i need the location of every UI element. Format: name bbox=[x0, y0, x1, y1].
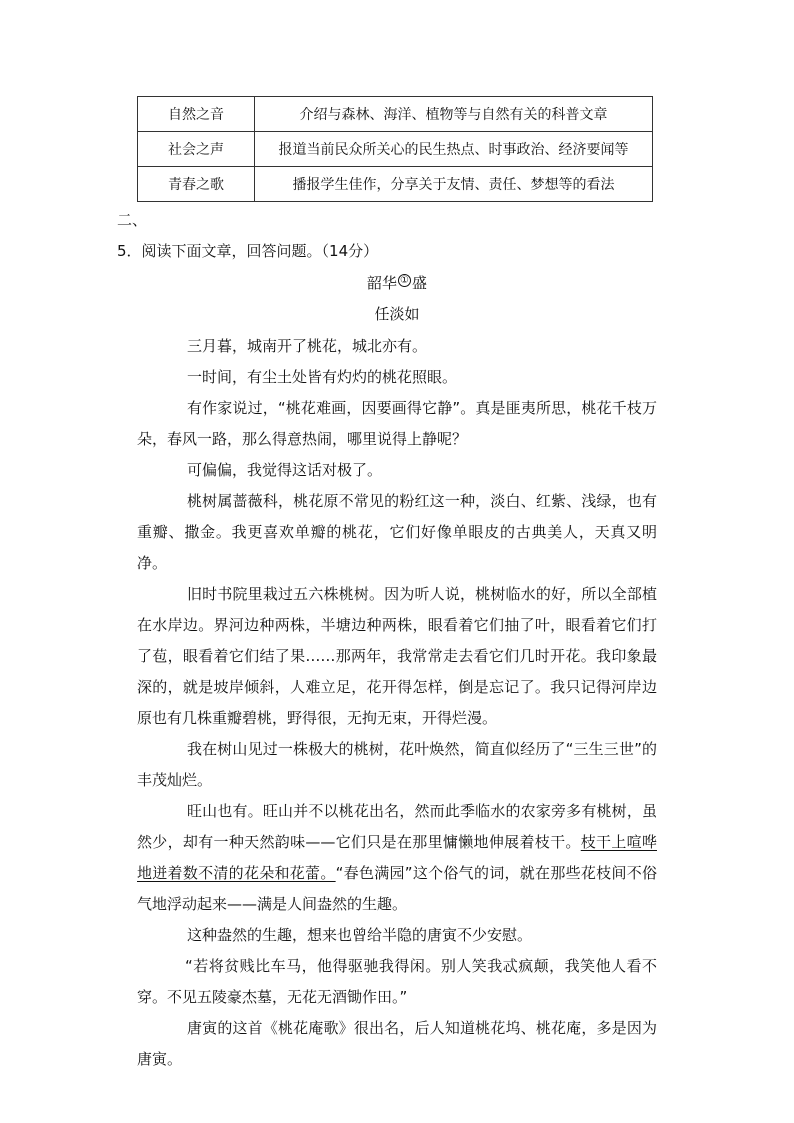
underlined-sentence: 枝干上喧哗地迸着数不清的花朵和花蕾。 bbox=[137, 833, 657, 882]
table-cell-desc: 报道当前民众所关心的民生热点、时事政治、经济要闻等 bbox=[255, 132, 653, 167]
paragraph-text: 旺山也有。旺山并不以桃花出名，然而此季临水的农家旁多有桃树，虽然少，却有一种天然韵味——它们只是在那里慵懒地伸展着枝干。 bbox=[137, 802, 657, 851]
paragraph: 有作家说过，“桃花难画，因要画得它静”。真是匪夷所思，桃花千枝万朵，春风一路，那么得意热闹，哪里说得上静呢？ bbox=[137, 399, 657, 448]
article-title bbox=[0, 272, 794, 293]
paragraph: 一时间，有尘土处皆有灼灼的桃花照眼。 bbox=[187, 368, 458, 386]
table-cell-desc: 介绍与森林、海洋、植物等与自然有关的科普文章 bbox=[255, 97, 653, 132]
title-text: 韶华 bbox=[366, 274, 397, 292]
paragraph bbox=[137, 796, 657, 920]
table-row bbox=[138, 167, 653, 202]
paragraph: 我在树山见过一株极大的桃树，花叶焕然，简直似经历了“三生三世”的丰茂灿烂。 bbox=[137, 740, 657, 789]
poem-quote: “若将贫贱比车马，他得驱驰我得闲。别人笑我忒疯颠，我笑他人看不穿。不见五陵豪杰墓，无花无酒锄作田。” bbox=[137, 957, 657, 1006]
paragraph: 唐寅的这首《桃花庵歌》很出名，后人知道桃花坞、桃花庵，多是因为唐寅。 bbox=[137, 1019, 657, 1068]
article-author: 任淡如 bbox=[374, 305, 420, 323]
title-text: 盛 bbox=[412, 274, 428, 292]
paragraph: 可偏偏，我觉得这话对极了。 bbox=[187, 461, 383, 479]
table-row bbox=[138, 97, 653, 132]
section-number: 二、 bbox=[117, 211, 148, 229]
column-table bbox=[137, 96, 653, 202]
question-prompt: 5．阅读下面文章，回答问题。（14分） bbox=[117, 242, 379, 260]
paragraph: 这种盎然的生趣，想来也曾给半隐的唐寅不少安慰。 bbox=[187, 926, 533, 944]
table-cell-topic: 自然之音 bbox=[138, 97, 255, 132]
paragraph-text: “春色满园”这个俗气的词，就在那些花枝间不俗气地浮动起来——满是人间盎然的生趣。 bbox=[137, 864, 657, 913]
table-cell-topic: 社会之声 bbox=[138, 132, 255, 167]
paragraph: 三月暮，城南开了桃花，城北亦有。 bbox=[187, 337, 428, 355]
table-row bbox=[138, 132, 653, 167]
paragraph: 桃树属蔷薇科，桃花原不常见的粉红这一种，淡白、红紫、浅绿，也有重瓣、撒金。我更喜欢单瓣的桃花，它们好像单眼皮的古典美人，天真又明净。 bbox=[137, 492, 657, 572]
table-cell-topic: 青春之歌 bbox=[138, 167, 255, 202]
article-body bbox=[137, 331, 657, 1075]
table-cell-desc: 播报学生佳作，分享关于友情、责任、梦想等的看法 bbox=[255, 167, 653, 202]
paragraph: 旧时书院里栽过五六株桃树。因为听人说，桃树临水的好，所以全部植在水岸边。界河边种两株，半塘边种两株，眼看着它们抽了叶，眼看着它们打了苞，眼看着它们结了果……那两年，我常常走去看它们几时开花。我印象最深的，就是坡岸倾斜，人难立足，花开得怎样，倒是忘记了。我只记得河岸边原也有几株重瓣碧桃，野得很，无拘无束，开得烂漫。 bbox=[137, 585, 657, 727]
footnote-marker: ① bbox=[398, 274, 411, 287]
